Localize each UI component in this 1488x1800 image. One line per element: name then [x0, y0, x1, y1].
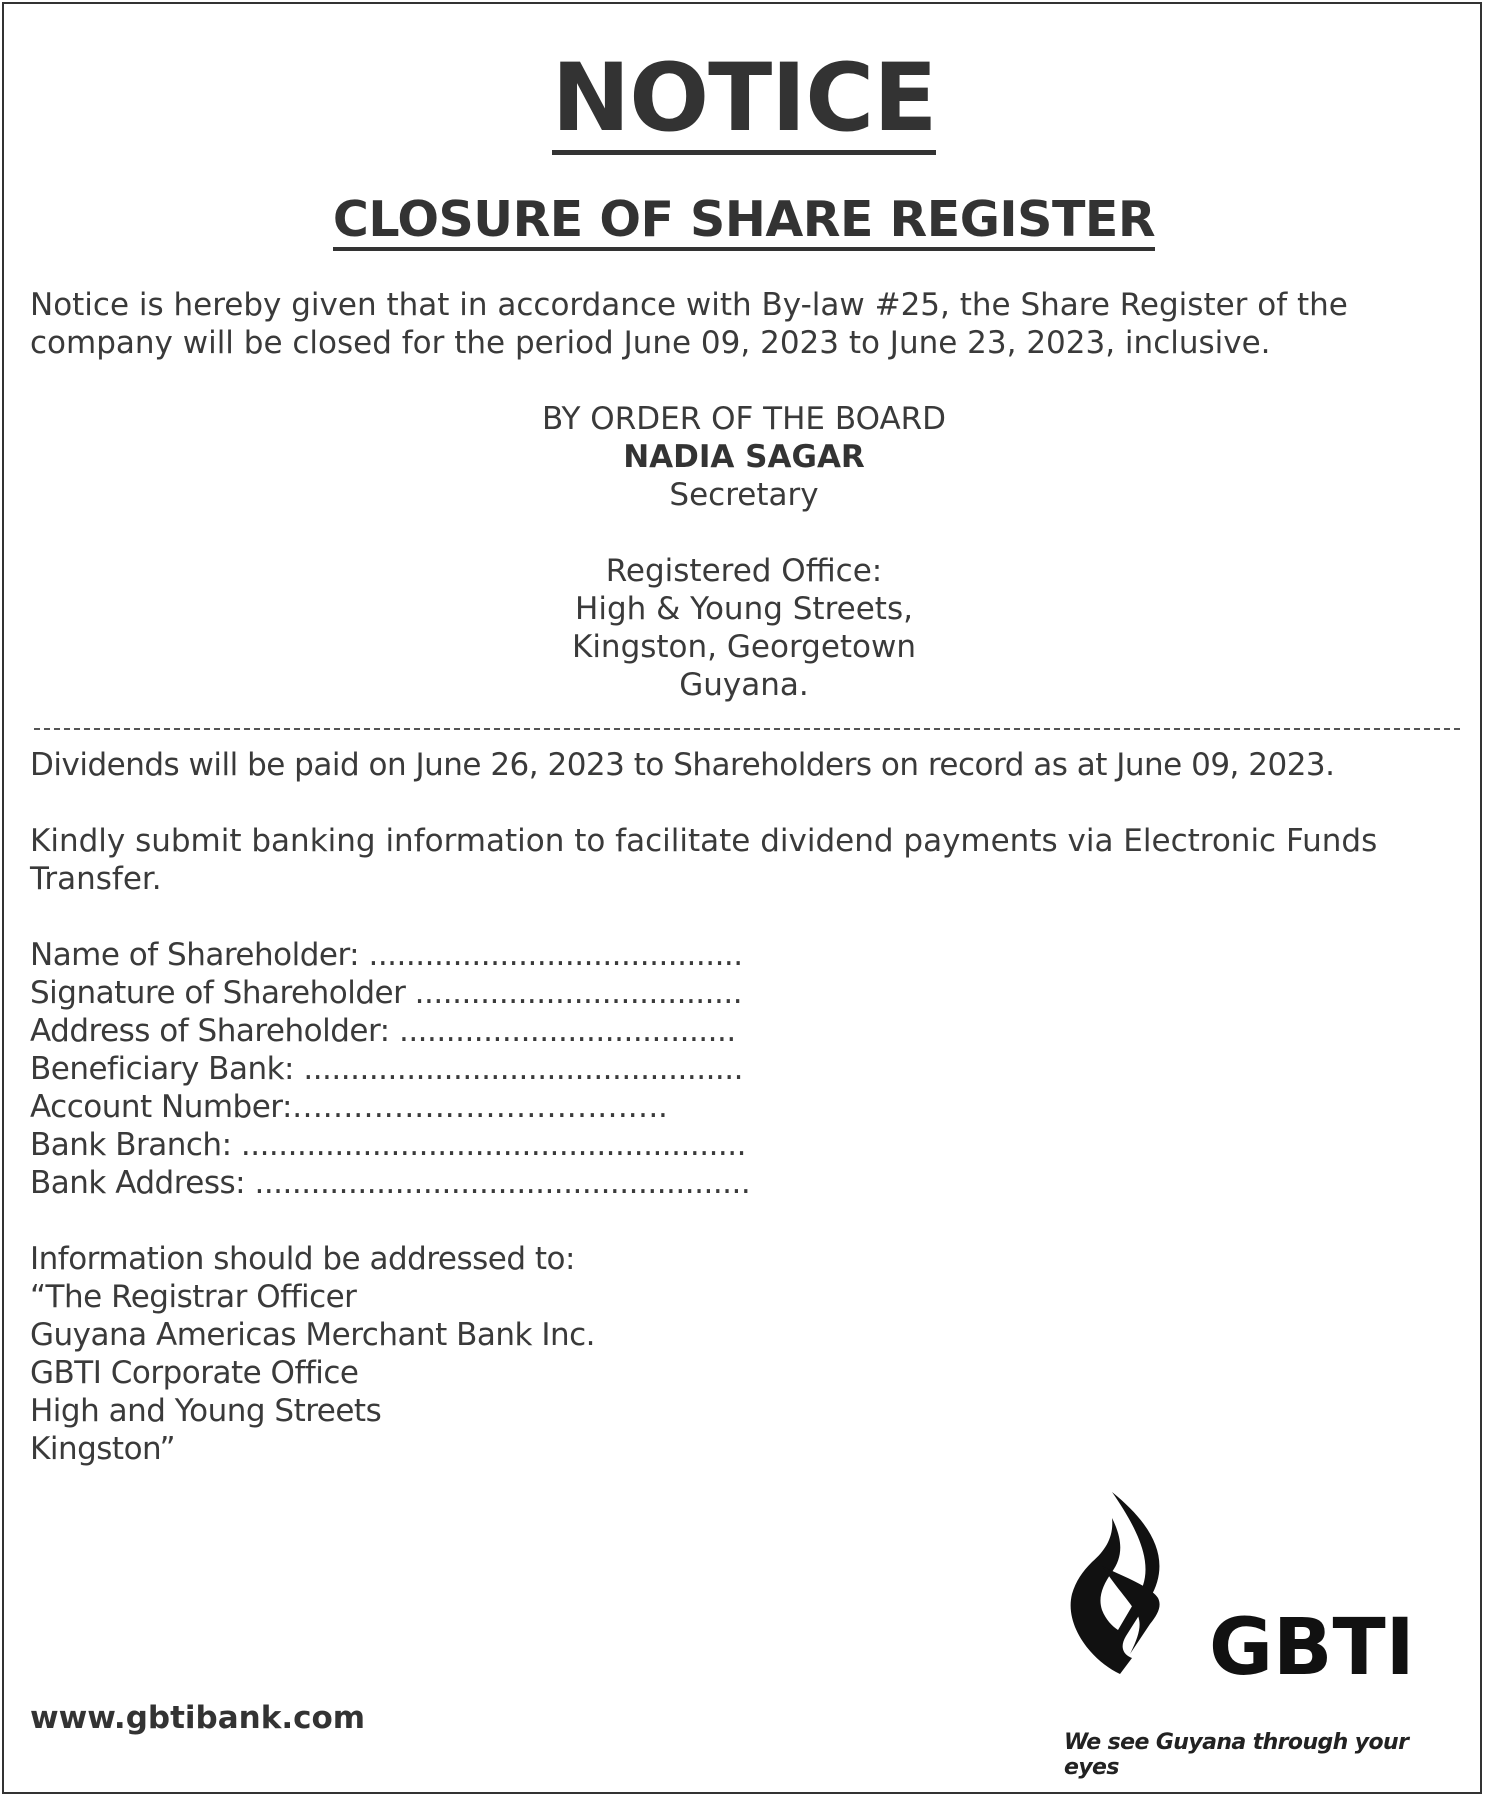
intro-line-2: company will be closed for the period June 09, 2023 to June 23, 2023, inclusive. [30, 325, 1271, 361]
gbti-logo-text: GBTI [1209, 1603, 1415, 1693]
signatory-title: Secretary [669, 477, 819, 513]
banking-request-line-2: Transfer. [30, 861, 162, 897]
form-field-shareholder-signature: Signature of Shareholder ................................... [30, 975, 743, 1011]
notice-title-text: NOTICE [551, 44, 937, 153]
gbti-logo [1062, 1486, 1415, 1693]
form-field-bank-branch: Bank Branch: ...................................................... [30, 1127, 746, 1163]
dividend-statement: Dividends will be paid on June 26, 2023 to Shareholders on record as at June 09, 2023. [30, 747, 1335, 783]
registered-office-heading: Registered Office: [605, 553, 883, 589]
form-field-shareholder-name: Name of Shareholder: ........................................ [30, 937, 743, 973]
contact-line-5: Kingston” [30, 1431, 176, 1467]
form-field-beneficiary-bank: Beneficiary Bank: ............................................... [30, 1051, 743, 1087]
contact-heading: Information should be addressed to: [30, 1241, 575, 1277]
notice-subtitle-text: CLOSURE OF SHARE REGISTER [333, 195, 1155, 251]
contact-line-2: Guyana Americas Merchant Bank Inc. [30, 1317, 596, 1353]
website-link[interactable]: www.gbtibank.com [30, 1700, 366, 1736]
notice-title [4, 44, 1484, 155]
separator-dashed-line [34, 728, 1460, 730]
form-field-account-number: Account Number:………………………………. [30, 1089, 668, 1125]
registered-office-line-1: High & Young Streets, [575, 591, 913, 627]
form-field-shareholder-address: Address of Shareholder: .................................... [30, 1013, 736, 1049]
intro-line-1: Notice is hereby given that in accordance with By-law #25, the Share Register of the [30, 287, 1348, 323]
contact-line-1: “The Registrar Officer [30, 1279, 357, 1315]
signatory-name: NADIA SAGAR [623, 439, 865, 475]
contact-line-4: High and Young Streets [30, 1393, 382, 1429]
form-field-bank-address: Bank Address: ..................................................... [30, 1165, 751, 1201]
notice-frame [2, 2, 1482, 1794]
registered-office-line-2: Kingston, Georgetown [571, 629, 917, 665]
banking-request-line-1: Kindly submit banking information to facilitate dividend payments via Electronic Funds [30, 823, 1378, 859]
registered-office-line-3: Guyana. [679, 667, 809, 703]
notice-subtitle [4, 191, 1484, 251]
gbti-tagline: We see Guyana through your eyes [1064, 1730, 1409, 1780]
board-order: BY ORDER OF THE BOARD [541, 401, 947, 437]
contact-line-3: GBTI Corporate Office [30, 1355, 359, 1391]
